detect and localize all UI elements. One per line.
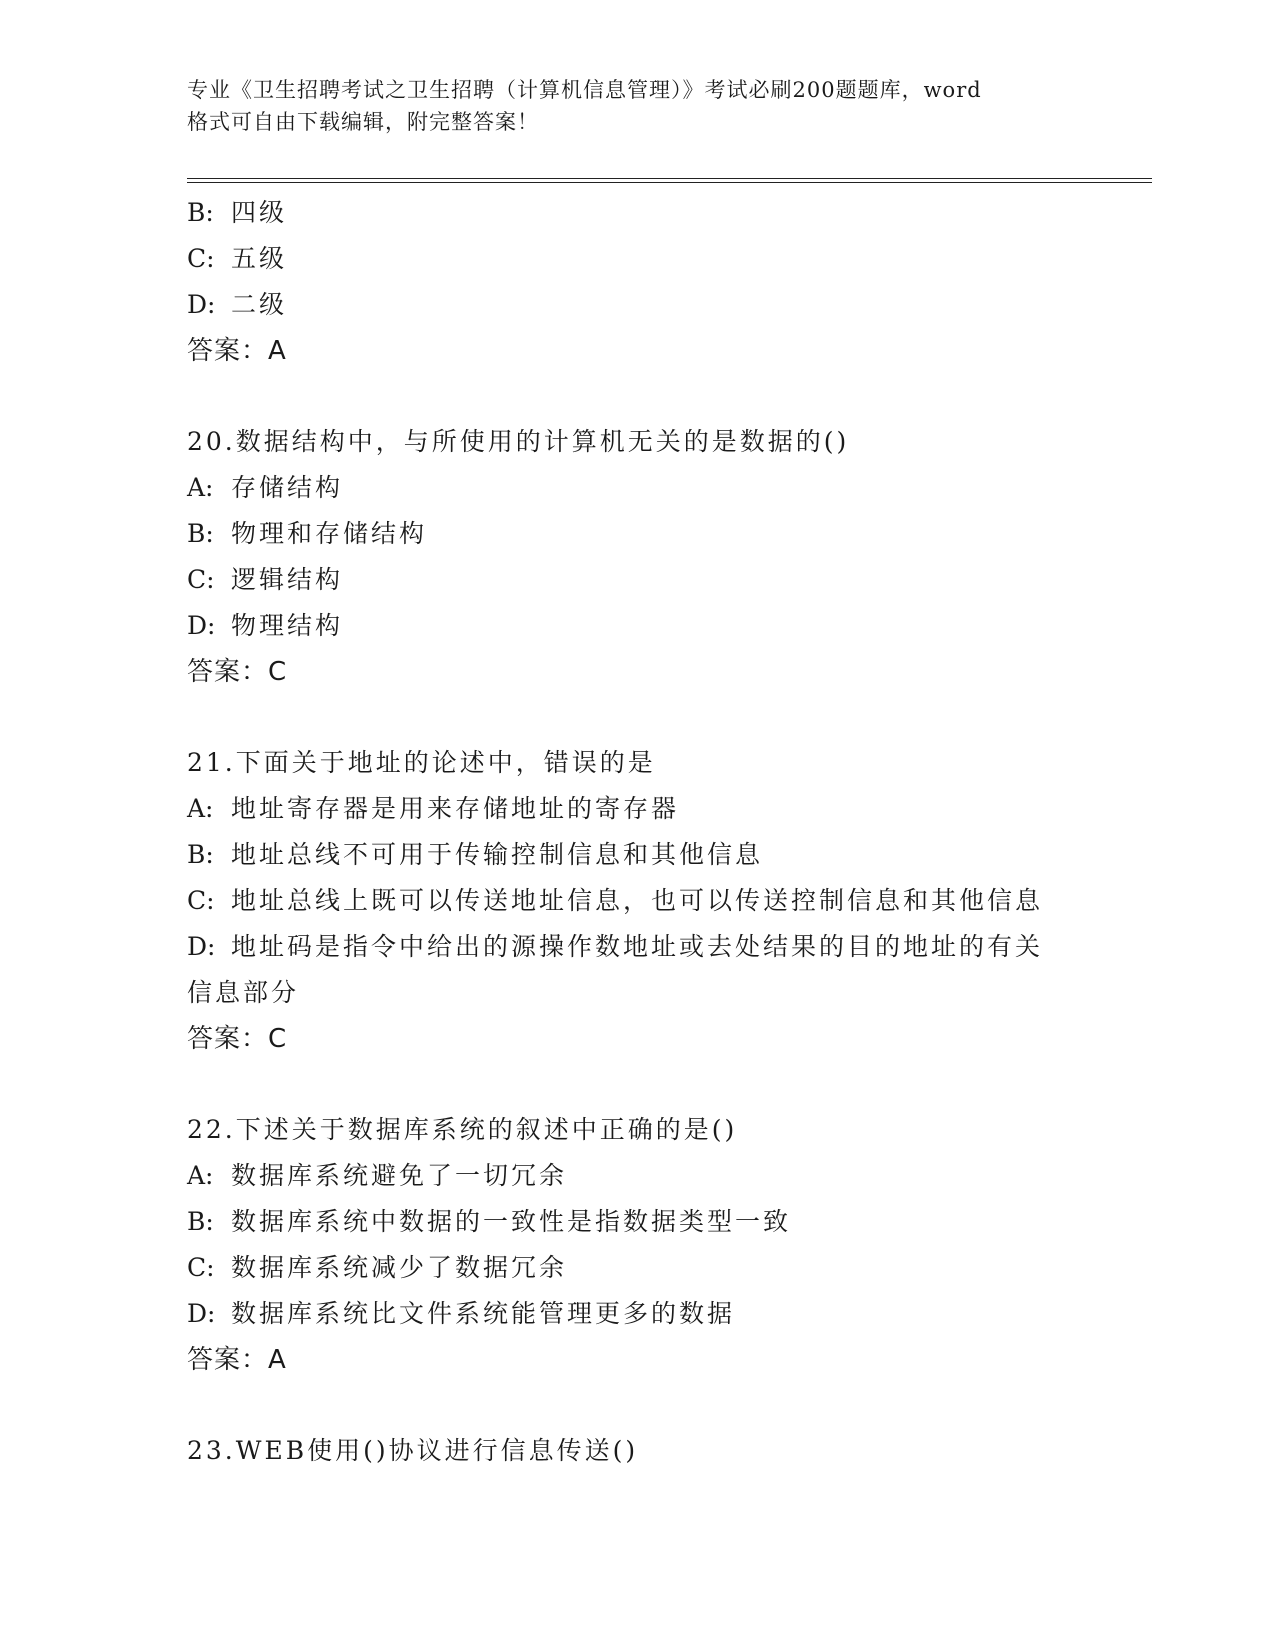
question-22 xyxy=(187,1107,1087,1383)
header-line-2: 格式可自由下载编辑，附完整答案！ xyxy=(187,110,539,134)
option-text: 地址寄存器是用来存储地址的寄存器 xyxy=(231,794,680,823)
option-c xyxy=(187,236,1087,282)
option-d xyxy=(187,1291,1087,1337)
spacer xyxy=(187,374,1087,419)
option-b xyxy=(187,511,1087,557)
option-text: 逻辑结构 xyxy=(231,565,344,594)
option-text: 地址总线上既可以传送地址信息，也可以传送控制信息和其他信息 xyxy=(231,886,1044,915)
option-text: 物理和存储结构 xyxy=(231,519,428,548)
spacer xyxy=(187,1383,1087,1428)
question-21 xyxy=(187,740,1087,1062)
option-label: B: xyxy=(187,519,214,548)
question-stem: 20.数据结构中，与所使用的计算机无关的是数据的() xyxy=(187,427,850,456)
spacer xyxy=(187,695,1087,740)
option-c xyxy=(187,1245,1087,1291)
answer: 答案：C xyxy=(187,657,288,687)
option-label: A: xyxy=(187,794,214,823)
option-label: A: xyxy=(187,473,214,502)
option-b xyxy=(187,832,1087,878)
option-label: B: xyxy=(187,840,214,869)
option-text: 物理结构 xyxy=(231,611,344,640)
question-stem: 22.下述关于数据库系统的叙述中正确的是() xyxy=(187,1115,738,1144)
option-text: 数据库系统避免了一切冗余 xyxy=(231,1161,568,1190)
option-text: 地址码是指令中给出的源操作数地址或去处结果的目的地址的有关 xyxy=(231,932,1044,961)
spacer xyxy=(187,1062,1087,1107)
question-stem: 21.下面关于地址的论述中，错误的是 xyxy=(187,748,656,777)
option-text: 数据库系统中数据的一致性是指数据类型一致 xyxy=(231,1207,792,1236)
option-d-continued: 信息部分 xyxy=(187,978,300,1007)
option-a xyxy=(187,786,1087,832)
option-a xyxy=(187,1153,1087,1199)
option-b xyxy=(187,190,1087,236)
question-list xyxy=(187,190,1087,1474)
header-divider-top xyxy=(187,178,1152,179)
option-text: 二级 xyxy=(231,290,288,319)
option-text: 数据库系统减少了数据冗余 xyxy=(231,1253,568,1282)
option-label: D: xyxy=(187,290,216,319)
answer: 答案：A xyxy=(187,1345,287,1375)
option-text: 地址总线不可用于传输控制信息和其他信息 xyxy=(231,840,764,869)
question-19-tail xyxy=(187,190,1087,374)
option-label: A: xyxy=(187,1161,214,1190)
option-label: D: xyxy=(187,932,216,961)
option-c xyxy=(187,557,1087,603)
header-divider-bottom xyxy=(187,182,1152,183)
document-header xyxy=(187,74,1087,138)
option-d xyxy=(187,603,1087,649)
option-label: C: xyxy=(187,244,215,273)
answer: 答案：C xyxy=(187,1024,288,1054)
header-line-1: 专业《卫生招聘考试之卫生招聘（计算机信息管理）》考试必刷200题题库，word xyxy=(187,78,982,102)
option-label: B: xyxy=(187,198,214,227)
option-text: 五级 xyxy=(231,244,288,273)
option-text: 存储结构 xyxy=(231,473,344,502)
question-23 xyxy=(187,1428,1087,1474)
answer: 答案：A xyxy=(187,336,287,366)
option-label: C: xyxy=(187,565,215,594)
question-20 xyxy=(187,419,1087,695)
option-c xyxy=(187,878,1087,924)
option-text: 四级 xyxy=(231,198,288,227)
option-label: B: xyxy=(187,1207,214,1236)
option-d xyxy=(187,924,1087,970)
option-text: 数据库系统比文件系统能管理更多的数据 xyxy=(231,1299,736,1328)
option-label: D: xyxy=(187,1299,216,1328)
option-label: C: xyxy=(187,1253,215,1282)
option-label: D: xyxy=(187,611,216,640)
option-b xyxy=(187,1199,1087,1245)
option-a xyxy=(187,465,1087,511)
question-stem: 23.WEB使用()协议进行信息传送() xyxy=(187,1436,639,1465)
option-label: C: xyxy=(187,886,215,915)
option-d xyxy=(187,282,1087,328)
